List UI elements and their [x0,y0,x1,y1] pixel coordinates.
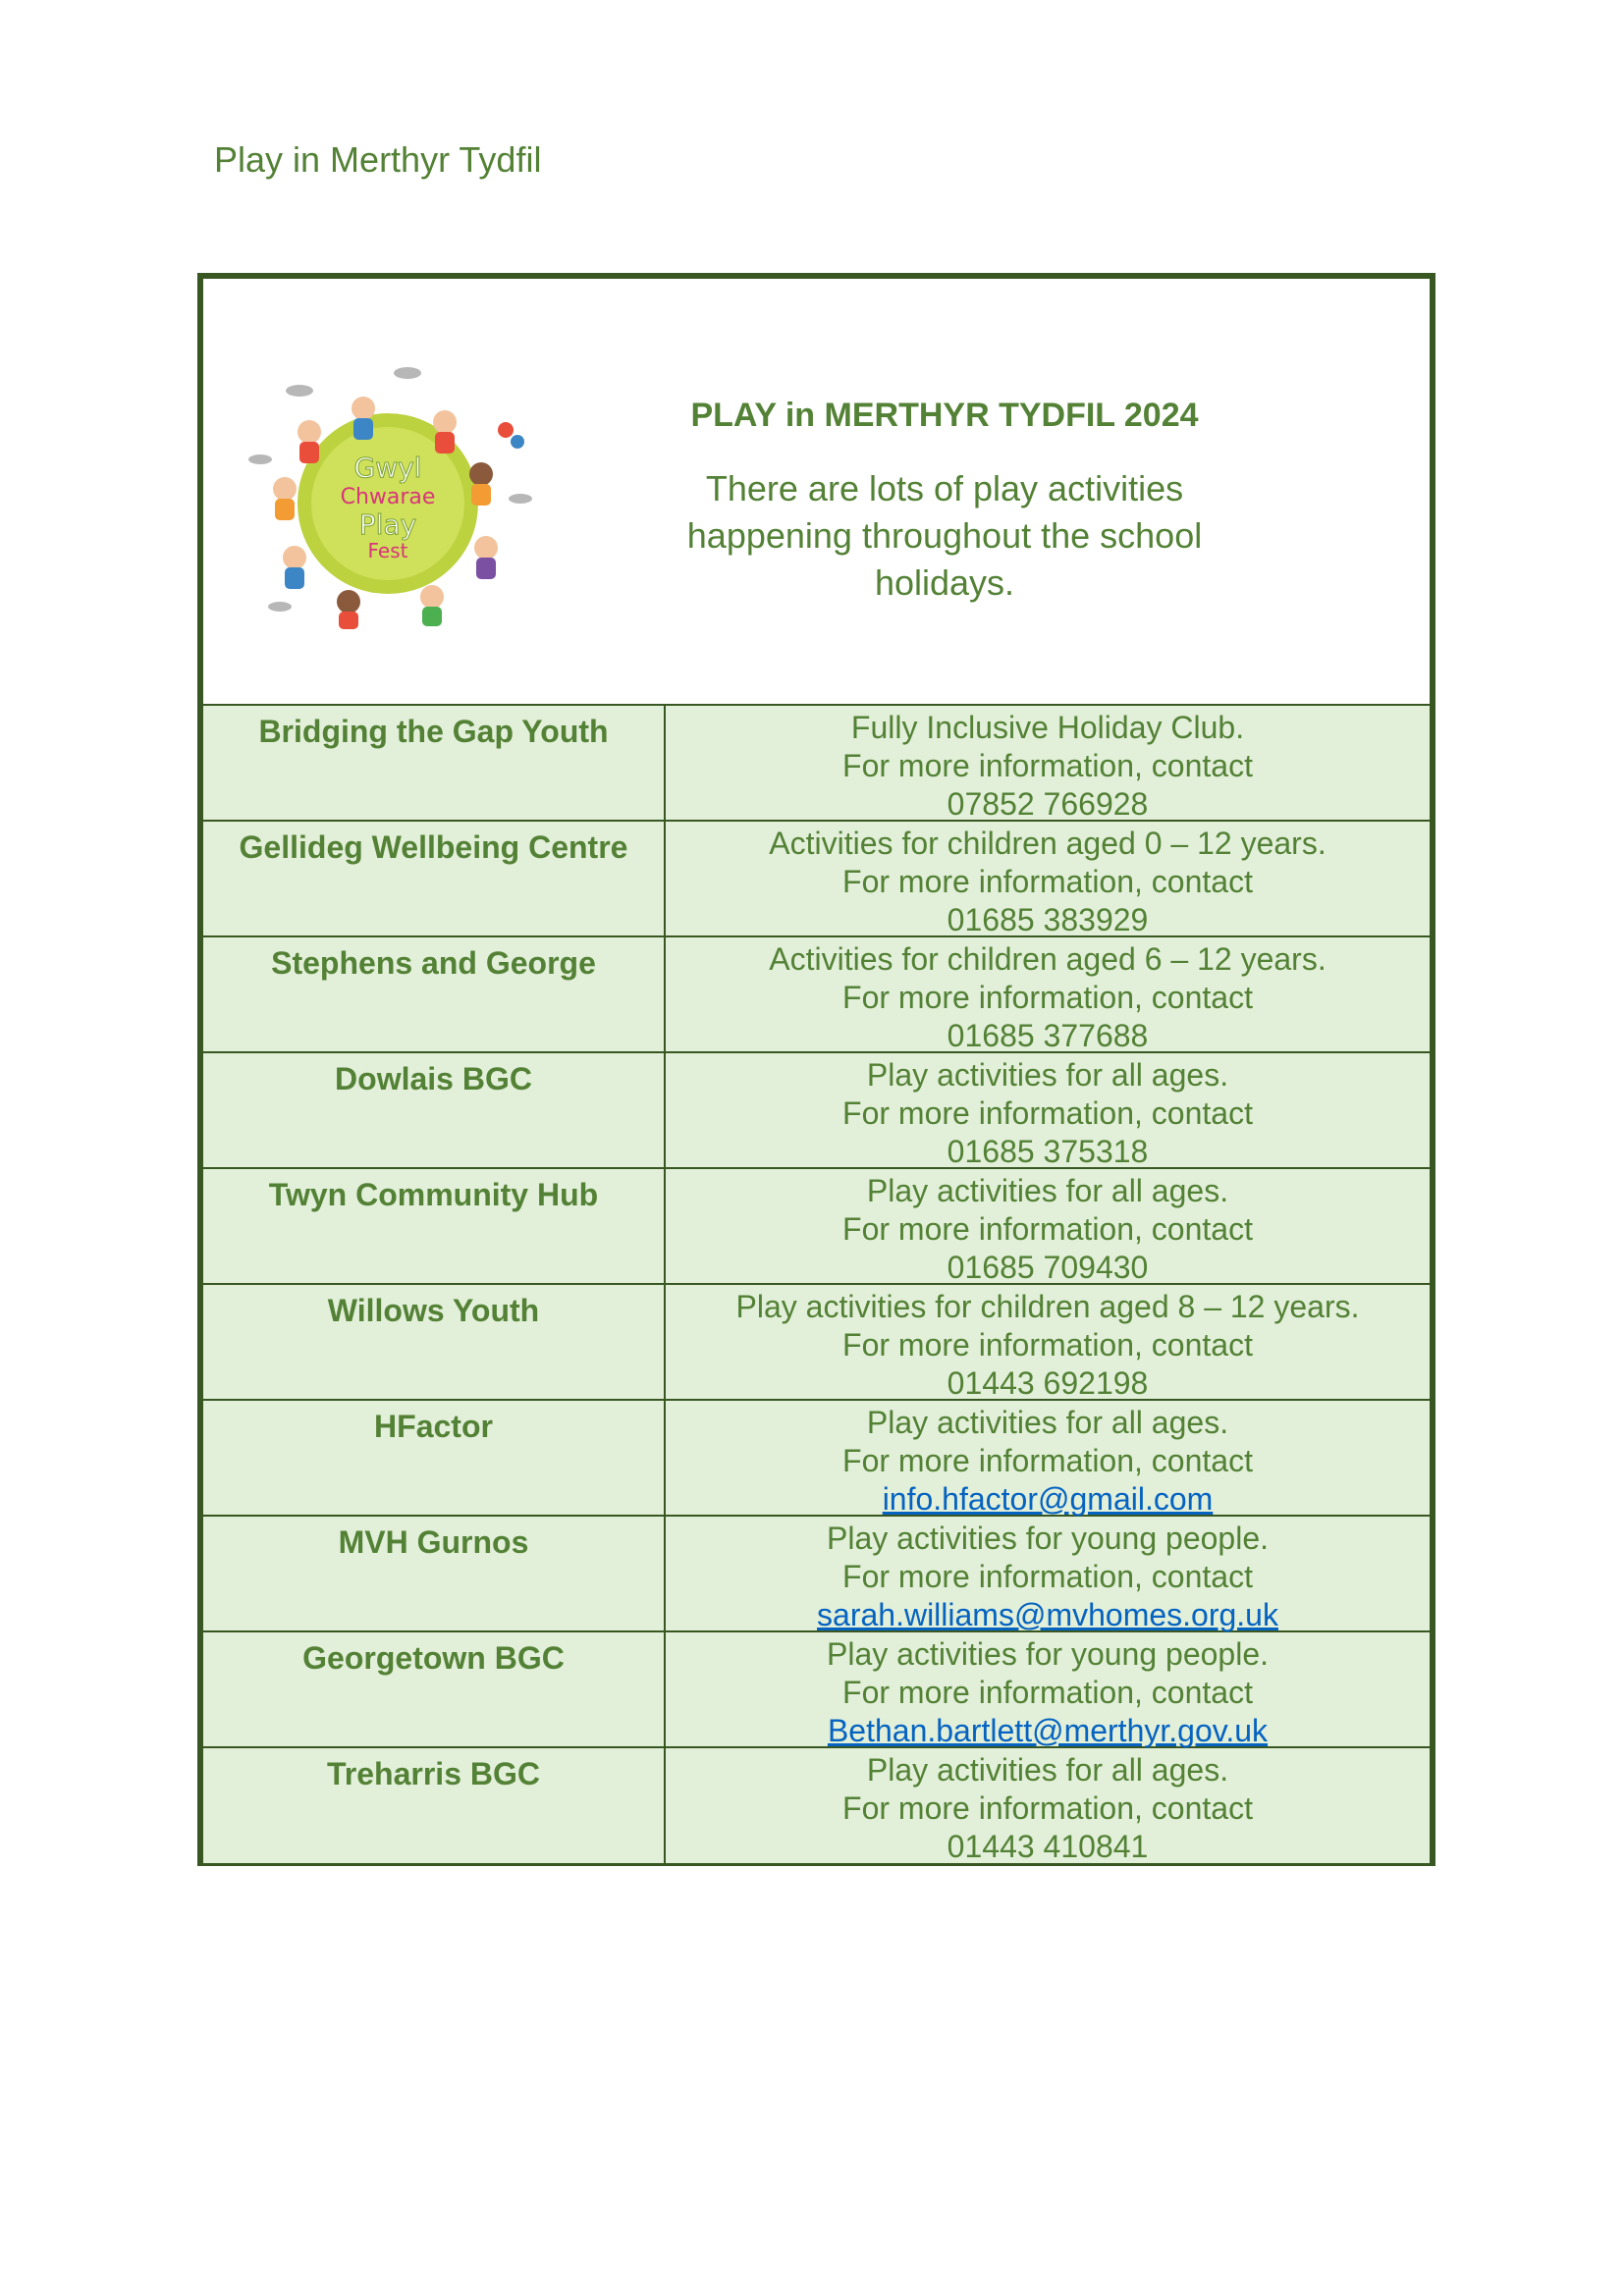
provider-info [666,706,1430,823]
table-row [203,822,1430,937]
activity-text: Play activities for young people. [826,1521,1270,1556]
activity-text: Play activities for all ages. [866,1752,1229,1788]
subtitle-line: happening throughout the school [686,515,1203,556]
table-row [203,937,1430,1053]
svg-text:Fest: Fest [367,539,408,562]
table-row [203,1169,1430,1285]
provider-name: Stephens and George [203,937,666,1051]
more-info-text: For more information, contact [842,1095,1253,1131]
svg-text:Chwarae: Chwarae [340,485,436,509]
more-info-text: For more information, contact [842,1327,1253,1362]
more-info-text: For more information, contact [842,748,1253,783]
activity-text: Play activities for young people. [826,1636,1270,1672]
activity-text: Activities for children aged 0 – 12 years. [769,826,1326,861]
provider-name: Bridging the Gap Youth [203,706,666,820]
activity-text: Activities for children aged 6 – 12 years. [769,941,1326,977]
table-title: PLAY in MERTHYR TYDFIL 2024 [690,397,1199,434]
provider-name: Dowlais BGC [203,1053,666,1167]
table-row [203,1748,1430,1863]
provider-info [666,1748,1430,1866]
play-table [197,273,1435,1866]
more-info-text: For more information, contact [842,1675,1253,1710]
provider-info [666,937,1430,1054]
contact-phone: 01685 377688 [947,1018,1149,1053]
contact-phone: 07852 766928 [947,786,1149,822]
table-row [203,1632,1430,1748]
activity-text: Play activities for all ages. [866,1405,1229,1440]
provider-info [666,1632,1430,1749]
subtitle-line: holidays. [874,562,1015,603]
more-info-text: For more information, contact [842,1443,1253,1478]
activity-text: Play activities for children aged 8 – 12 years. [735,1289,1360,1324]
provider-info [666,1169,1430,1286]
more-info-text: For more information, contact [842,1559,1253,1594]
provider-info [666,1053,1430,1170]
table-row [203,706,1430,822]
contact-phone: 01685 375318 [947,1134,1149,1169]
play-fest-logo [241,361,555,636]
table-row [203,1285,1430,1401]
provider-info [666,1401,1430,1518]
subtitle-line: There are lots of play activities [705,468,1184,508]
provider-info [666,1517,1430,1633]
contact-phone: 01443 410841 [947,1829,1149,1864]
activity-text: Play activities for all ages. [866,1057,1229,1093]
provider-name: HFactor [203,1401,666,1515]
provider-name: MVH Gurnos [203,1517,666,1630]
contact-email-link[interactable]: sarah.williams@mvhomes.org.uk [817,1597,1278,1632]
table-row [203,1401,1430,1517]
contact-phone: 01685 709430 [947,1250,1149,1285]
more-info-text: For more information, contact [842,1211,1253,1247]
contact-phone: 01685 383929 [947,902,1149,937]
table-row [203,1517,1430,1632]
svg-text:Gwyl: Gwyl [353,452,422,484]
provider-name: Treharris BGC [203,1748,666,1863]
contact-email-link[interactable]: info.hfactor@gmail.com [882,1481,1214,1517]
table-row [203,1053,1430,1169]
provider-name: Twyn Community Hub [203,1169,666,1283]
activity-text: Play activities for all ages. [866,1173,1229,1208]
provider-info [666,822,1430,938]
more-info-text: For more information, contact [842,1790,1253,1826]
svg-text:Play: Play [358,508,417,541]
provider-name: Willows Youth [203,1285,666,1399]
more-info-text: For more information, contact [842,980,1253,1015]
table-header [203,279,1430,706]
contact-phone: 01443 692198 [947,1365,1149,1401]
page-heading: Play in Merthyr Tydfil [214,139,542,180]
provider-info [666,1285,1430,1402]
provider-name: Gellideg Wellbeing Centre [203,822,666,935]
contact-email-link[interactable]: Bethan.bartlett@merthyr.gov.uk [827,1713,1269,1748]
table-subtitle [675,465,1215,607]
provider-name: Georgetown BGC [203,1632,666,1746]
more-info-text: For more information, contact [842,864,1253,899]
activity-text: Fully Inclusive Holiday Club. [850,710,1245,745]
